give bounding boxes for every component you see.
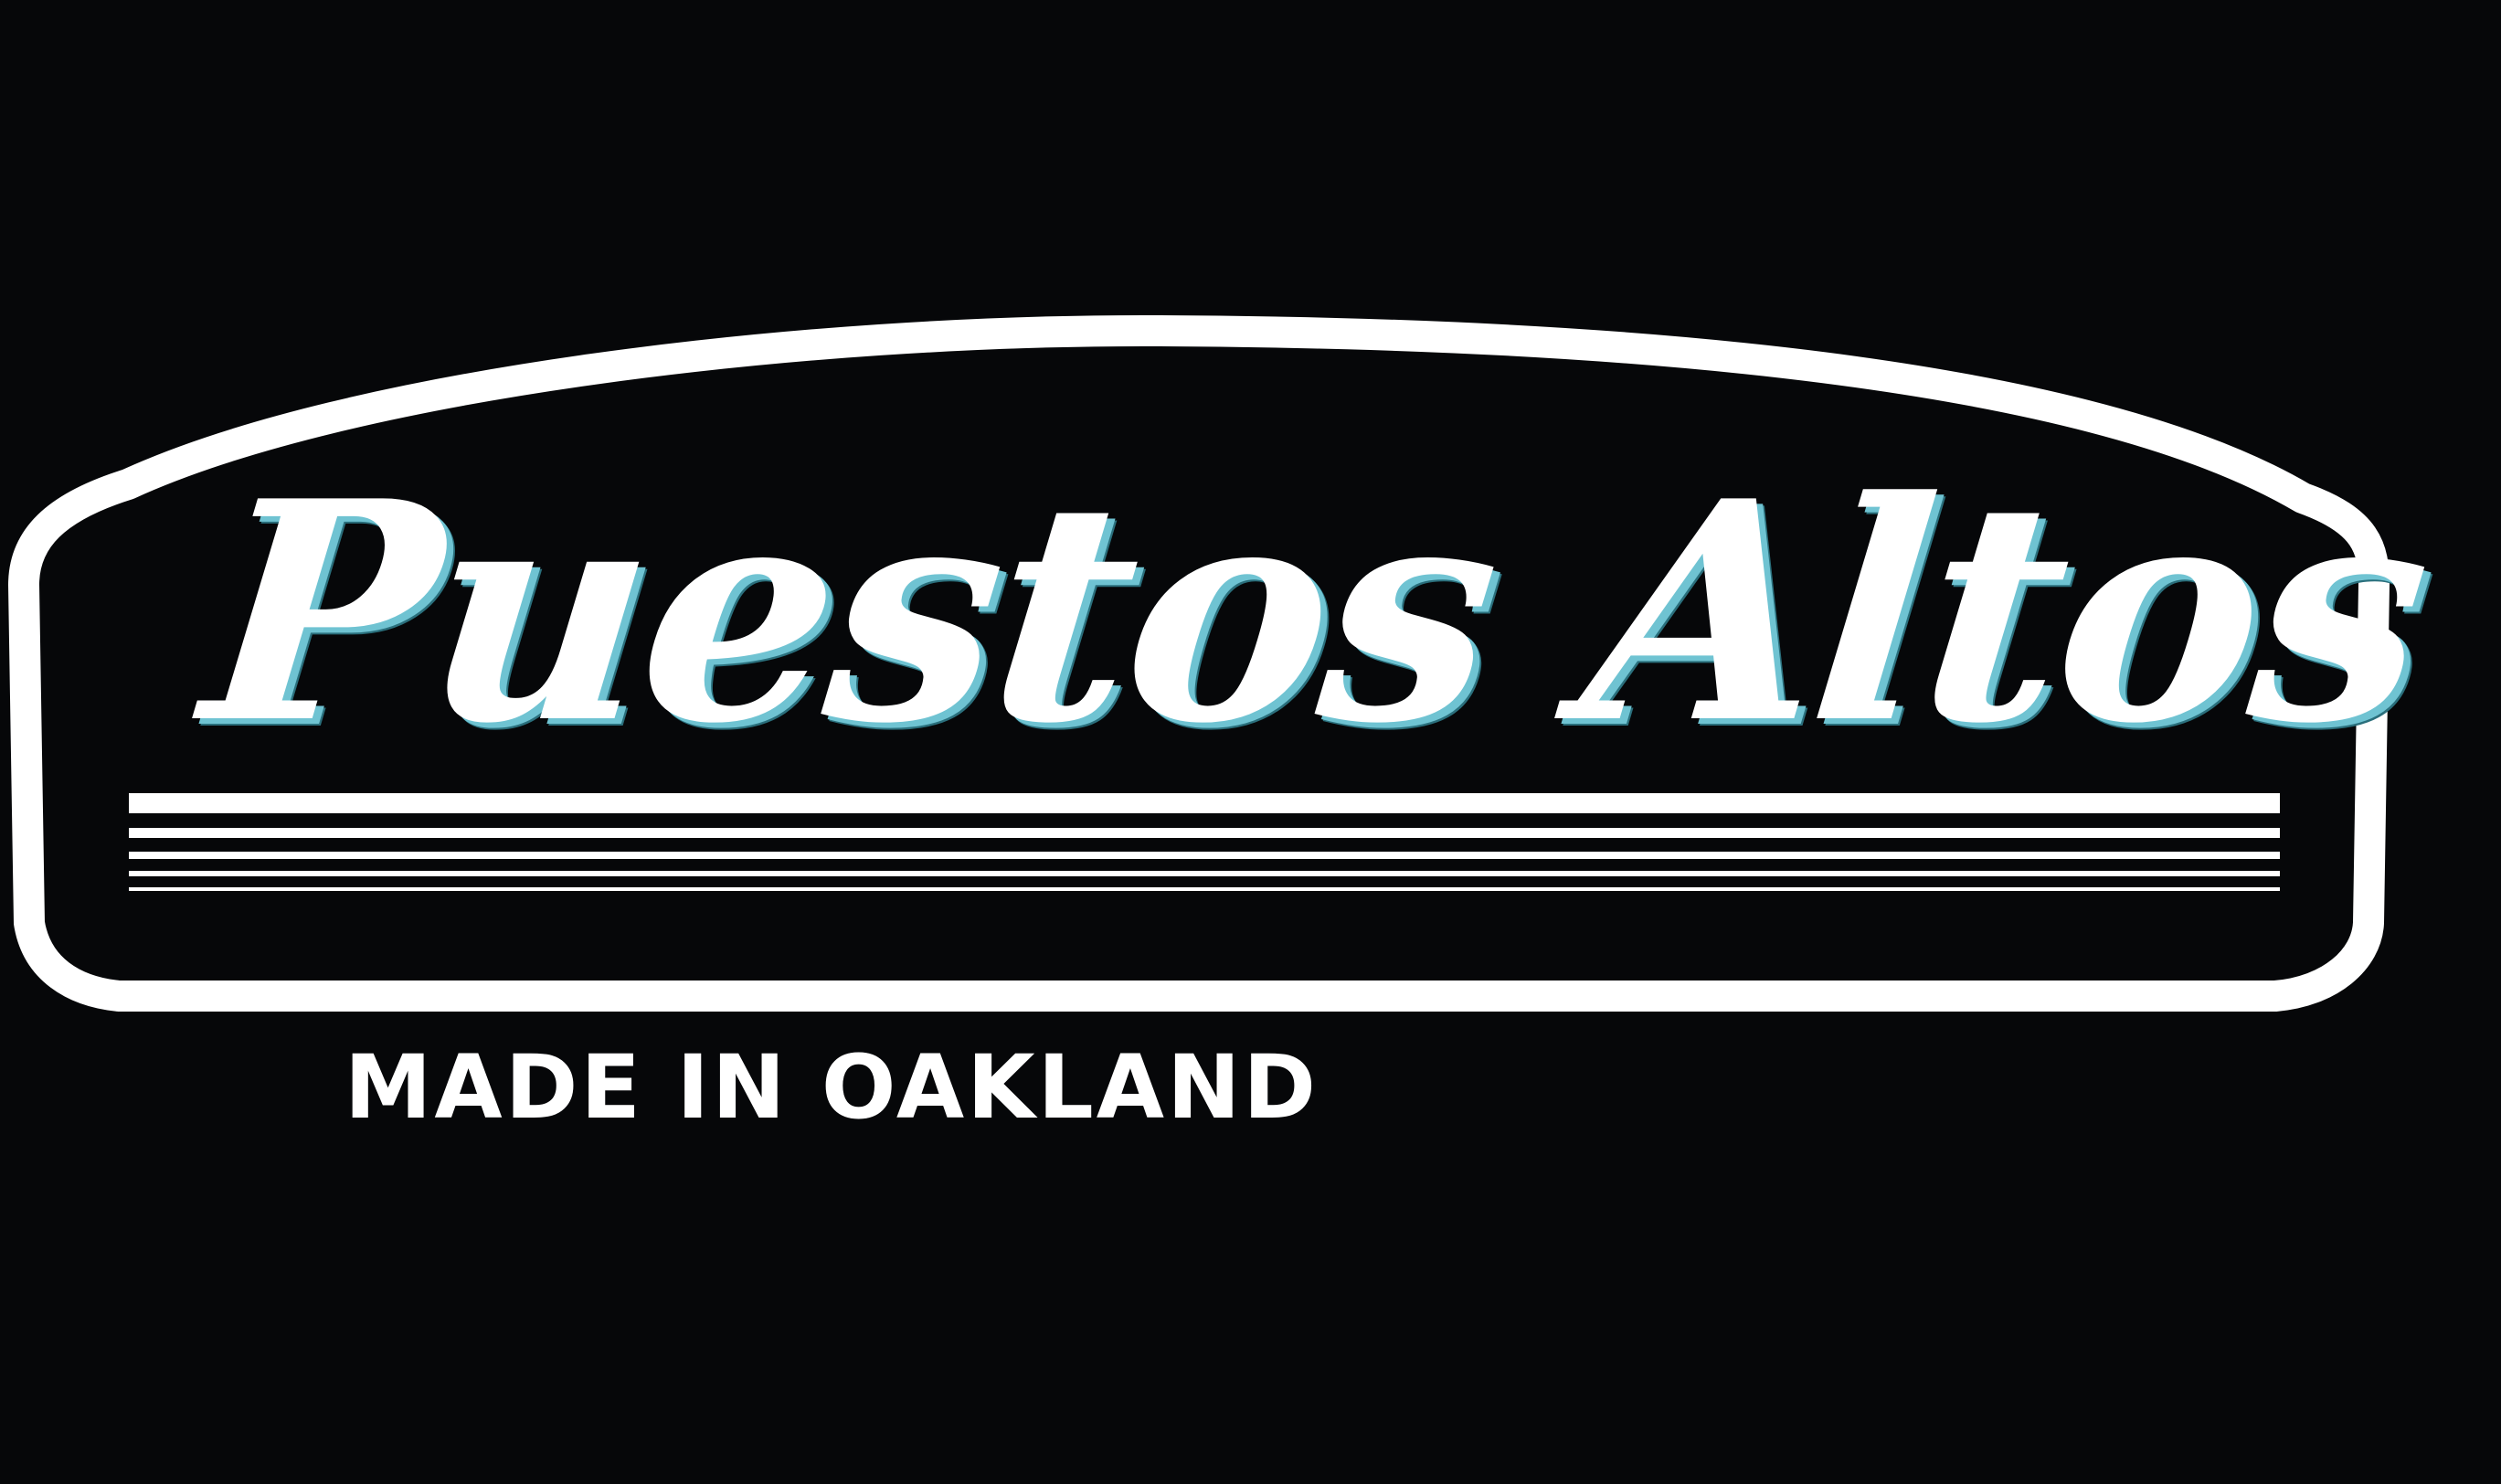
stripe-5: [129, 887, 2280, 891]
stripe-2: [129, 828, 2280, 838]
brand-wordmark: Puestos Altos: [191, 435, 2440, 790]
stripe-1: [129, 793, 2280, 813]
speed-stripes: [129, 793, 2280, 891]
tagline: MADE IN OAKLAND: [344, 1036, 1319, 1139]
stripe-3: [129, 852, 2280, 859]
stripe-4: [129, 871, 2280, 876]
